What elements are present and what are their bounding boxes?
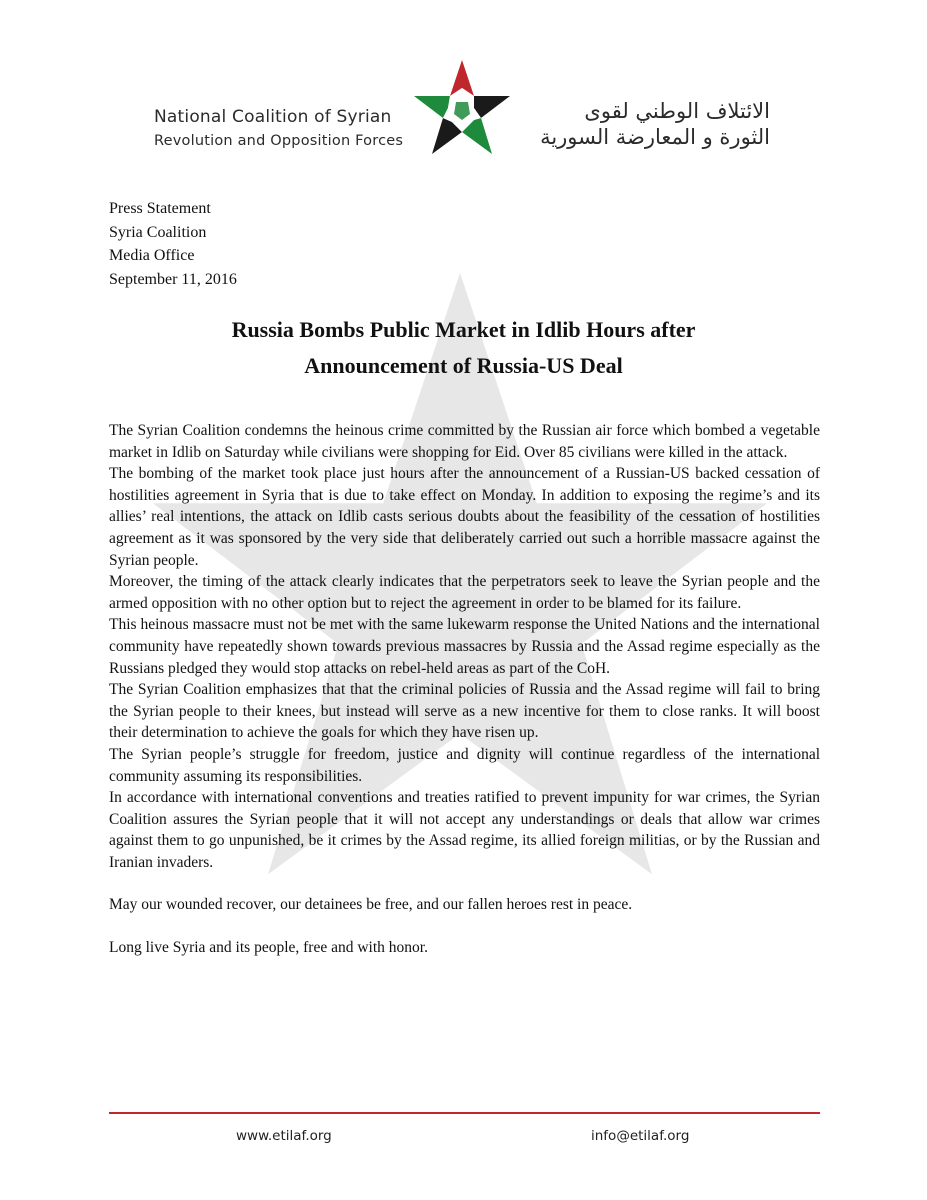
paragraph: The bombing of the market took place just hours after the announcement of a Russian-US backed cessation of hostilities agreement in Syria that is due to take effect on Monday. In addition to exposing the regime’s and its allies’ real intentions, the attack on Idlib casts serious doubts about the feasibility of the cessation of hostilities agreement as it was sponsored by the very side that deliberately carried out such a horrible massacre against the Syrian people. [109, 465, 820, 569]
meta-date: September 11, 2016 [109, 270, 237, 288]
org-name-arabic-line1: الائتلاف الوطني لقوى [584, 99, 770, 123]
paragraph: The Syrian people’s struggle for freedom, justice and dignity will continue regardless of the international community assuming its responsibilities. [109, 745, 820, 785]
paragraph: Moreover, the timing of the attack clearly indicates that the perpetrators seek to leave the Syrian people and the armed opposition with no other option but to reject the agreement in order to be blamed for its failure. [109, 573, 820, 612]
letterhead [0, 58, 927, 168]
closing-line: May our wounded recover, our detainees be free, and our fallen heroes rest in peace. [109, 896, 633, 914]
paragraph: In accordance with international conventions and treaties ratified to prevent impunity for war crimes, the Syrian Coalition assures the Syrian people that it will not accept any understandings or deals that allow war crimes against them to go unpunished, be it crimes by the Assad regime, its allied foreign militias, or by the Russian and Iranian invaders. [109, 789, 820, 871]
meta-office: Media Office [109, 247, 195, 264]
footer-website-link[interactable]: www.etilaf.org [236, 1128, 332, 1144]
org-name-english [154, 106, 403, 154]
paragraph: The Syrian Coalition emphasizes that that the criminal policies of Russia and the Assad regime will fail to bring the Syrian people to their knees, but instead will serve as a new incentive for them to close ranks. It will boost their determination to achieve the goals for which they have risen up. [109, 681, 820, 742]
press-statement-meta [109, 197, 237, 291]
org-name-english-line1: National Coalition of Syrian [154, 107, 392, 127]
footer-divider [109, 1112, 820, 1114]
org-name-arabic [540, 98, 770, 150]
statement-title [0, 312, 927, 384]
statement-body [109, 420, 820, 959]
footer-email-link[interactable]: info@etilaf.org [591, 1128, 690, 1144]
closing-line: Long live Syria and its people, free and with honor. [109, 939, 428, 957]
coalition-star-logo [412, 58, 512, 158]
meta-document-type: Press Statement [109, 200, 211, 217]
meta-organization: Syria Coalition [109, 223, 207, 241]
org-name-arabic-line2: الثورة و المعارضة السورية [540, 125, 770, 149]
title-line1: Russia Bombs Public Market in Idlib Hours after [231, 317, 696, 342]
paragraph: This heinous massacre must not be met with the same lukewarm response the United Nations and the international community have repeatedly shown towards previous massacres by Russia and the Assad regime especially as the Russians pledged they would stop attacks on rebel-held areas as part of the CoH. [109, 616, 820, 677]
paragraph: The Syrian Coalition condemns the heinous crime committed by the Russian air force which bombed a vegetable market in Idlib on Saturday while civilians were shopping for Eid. Over 85 civilians were killed in the attack. [109, 422, 820, 461]
title-line2: Announcement of Russia-US Deal [304, 353, 623, 378]
org-name-english-line2: Revolution and Opposition Forces [154, 133, 404, 149]
